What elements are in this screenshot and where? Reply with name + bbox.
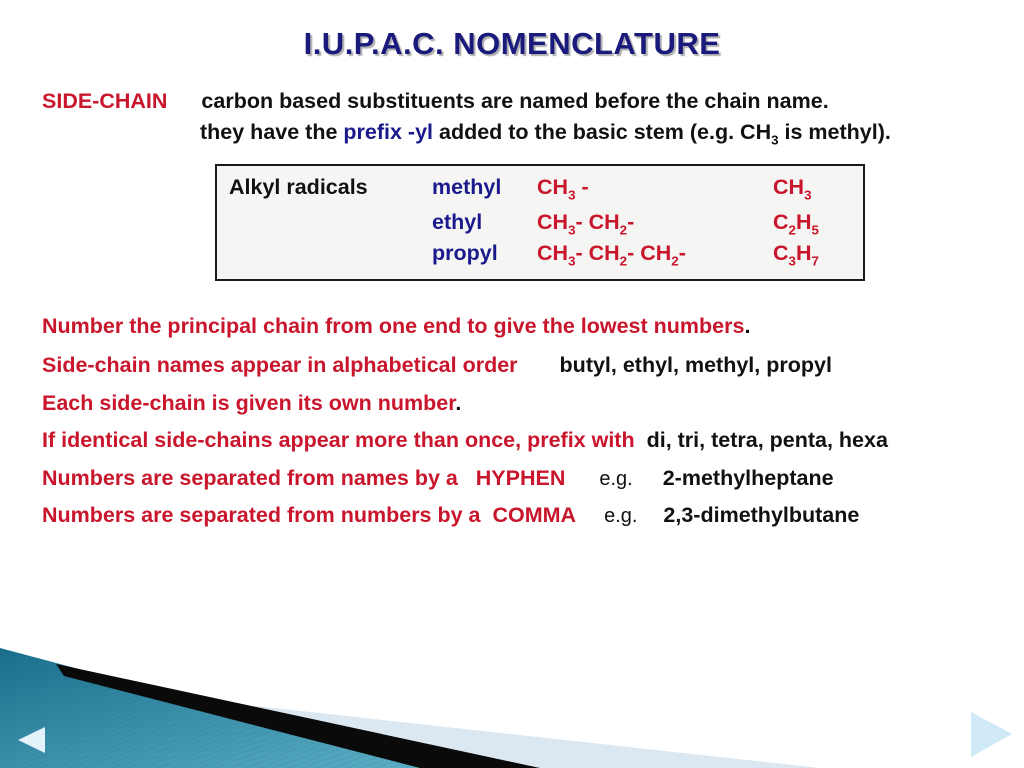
decorative-teal-texture bbox=[0, 648, 450, 768]
rule-comma bbox=[42, 503, 859, 528]
rule-identical-prefix bbox=[42, 428, 888, 453]
prev-slide-button left-arrow-icon[interactable] bbox=[18, 727, 45, 753]
alkyl-name: ethyl bbox=[432, 210, 483, 234]
eg-label: e.g. bbox=[599, 468, 633, 490]
rule-red-text: Numbers are separated from names by a HYPHEN bbox=[42, 466, 566, 490]
rule-own-number bbox=[42, 391, 461, 416]
alkyl-structure: $CH_3$ - bbox=[537, 175, 589, 203]
rule-red-text: Side-chain names appear in alphabetical order bbox=[42, 353, 518, 377]
rule-tail-text: 2-methylheptane bbox=[662, 466, 834, 490]
intro-line-1 bbox=[42, 89, 829, 114]
rule-tail-text: 2,3-dimethylbutane bbox=[663, 503, 860, 527]
rule-lowest-numbers bbox=[42, 314, 750, 339]
decorative-teal-wedge bbox=[0, 648, 450, 768]
intro-line-2-post: added to the basic stem (e.g. $CH_3$ is methyl). bbox=[433, 120, 891, 148]
rule-hyphen bbox=[42, 466, 834, 491]
rule-red-text: Each side-chain is given its own number bbox=[42, 391, 456, 415]
decorative-black-stripe bbox=[56, 664, 540, 768]
alkyl-radicals-table bbox=[215, 164, 865, 281]
rule-red-text: Number the principal chain from one end to give the lowest numbers bbox=[42, 314, 745, 338]
prefix-yl-highlight: prefix -yl bbox=[343, 120, 434, 144]
eg-label: e.g. bbox=[604, 505, 638, 527]
next-slide-button right-arrow-icon[interactable] bbox=[971, 712, 1012, 757]
rule-tail-text: butyl, ethyl, methyl, propyl bbox=[559, 353, 832, 377]
intro-line-1-text: carbon based substituents are named before the chain name. bbox=[201, 89, 829, 113]
alkyl-formula: $CH_3$ bbox=[773, 175, 812, 203]
side-chain-label: SIDE-CHAIN bbox=[42, 89, 168, 113]
alkyl-name: methyl bbox=[432, 175, 502, 199]
rule-red-text: Numbers are separated from numbers by a COMMA bbox=[42, 503, 577, 527]
rule-tail-text: . bbox=[744, 314, 751, 338]
alkyl-formula: $C_2H_5$ bbox=[773, 210, 819, 238]
page-title: I.U.P.A.C. NOMENCLATURE bbox=[303, 26, 721, 61]
alkyl-name: propyl bbox=[432, 241, 498, 265]
rule-red-text: If identical side-chains appear more than once, prefix with bbox=[42, 428, 635, 452]
intro-line-2 bbox=[200, 120, 891, 147]
intro-line-2-pre: they have the bbox=[200, 120, 344, 144]
alkyl-formula: $C_3H_7$ bbox=[773, 241, 819, 269]
rule-tail-text: di, tri, tetra, penta, hexa bbox=[646, 428, 888, 452]
rule-alphabetical-order bbox=[42, 353, 832, 378]
alkyl-structure: $CH_3-$ $CH_2-$ $CH_2-$ bbox=[537, 241, 686, 269]
alkyl-table-header: Alkyl radicals bbox=[229, 175, 368, 199]
decorative-pale-wedge bbox=[0, 678, 820, 768]
rule-tail-text: . bbox=[455, 391, 462, 415]
alkyl-structure: $CH_3-$ $CH_2-$ bbox=[537, 210, 635, 238]
